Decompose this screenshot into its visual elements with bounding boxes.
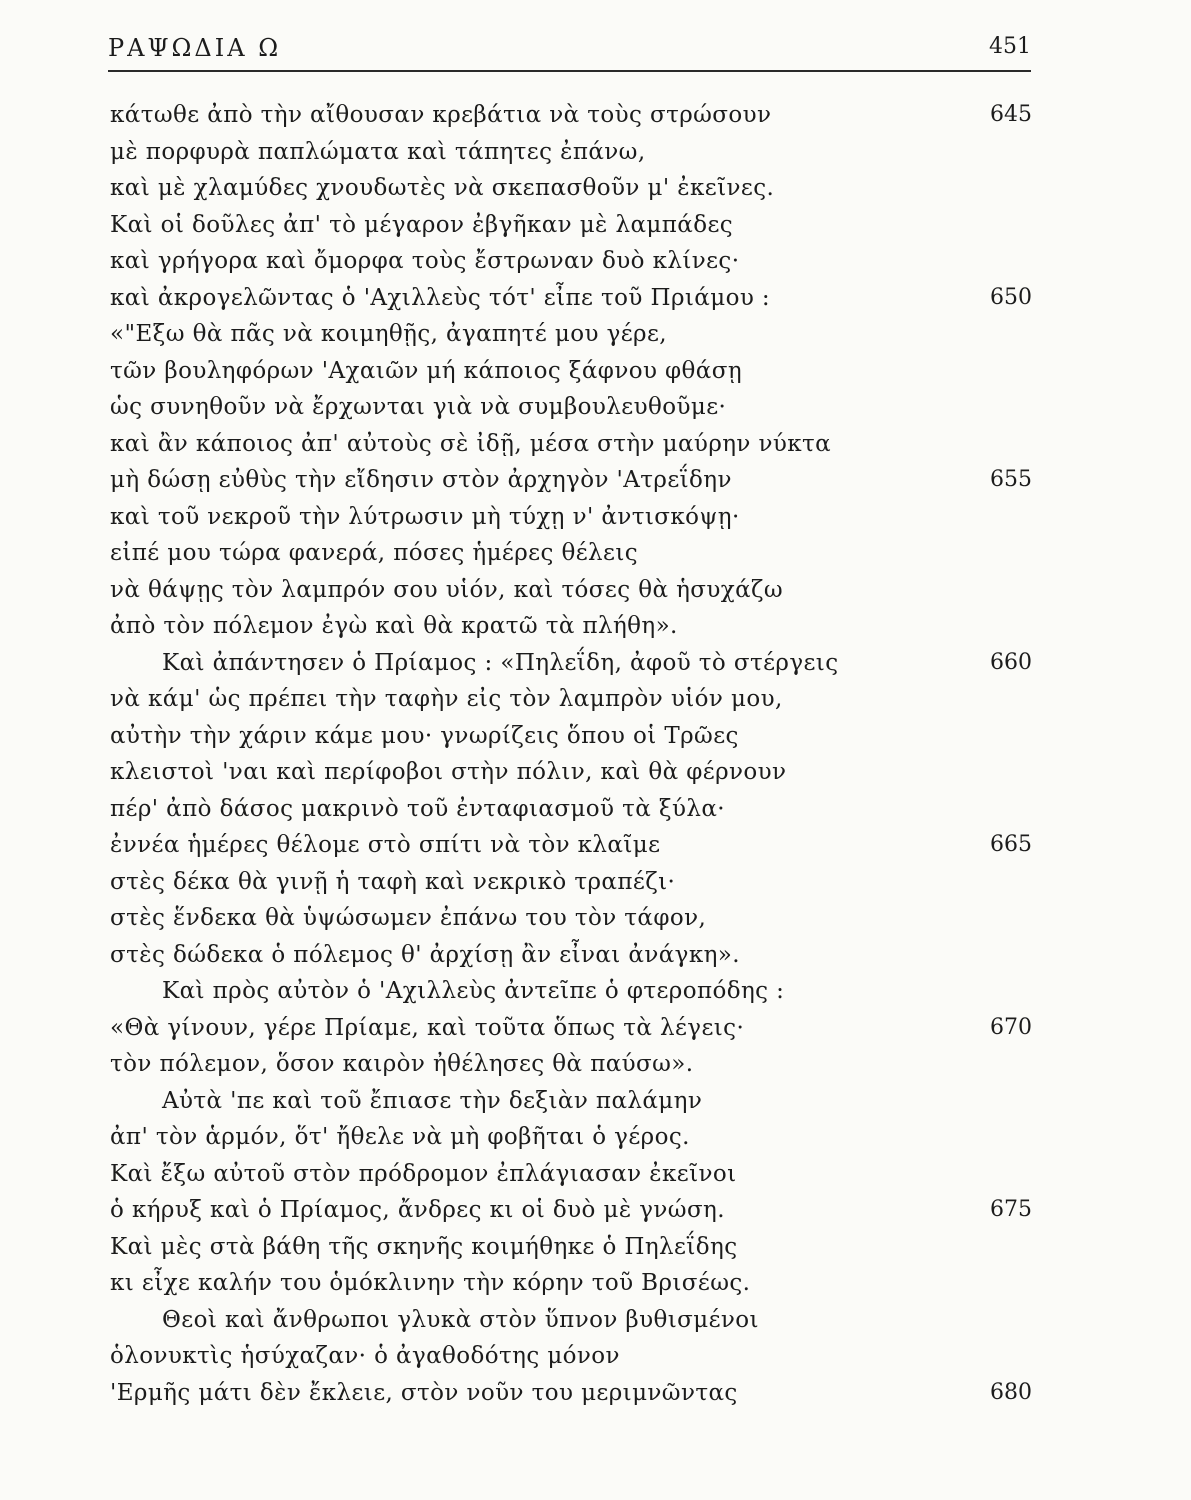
verse-text: πέρ' ἀπὸ δάσος μακρινὸ τοῦ ἐνταφιασμοῦ τὰ ξύλα· bbox=[110, 795, 725, 822]
verse-line bbox=[110, 1046, 1040, 1083]
verse-line bbox=[110, 1229, 1040, 1266]
verse-text: ὁ κήρυξ καὶ ὁ Πρίαμος, ἄνδρες κι οἱ δυὸ μὲ γνώση. bbox=[110, 1197, 725, 1223]
line-number: 665 bbox=[990, 832, 1032, 857]
verse-line bbox=[110, 827, 1040, 864]
verse-text: ὁλονυκτὶς ἡσύχαζαν· ὁ ἀγαθοδότης μόνον bbox=[110, 1343, 620, 1369]
verse-text: «Θὰ γίνουν, γέρε Πρίαμε, καὶ τοῦτα ὅπως τὰ λέγεις· bbox=[110, 1014, 745, 1041]
verse-line bbox=[110, 900, 1040, 937]
verse-text: στὲς δώδεκα ὁ πόλεμος θ' ἀρχίσῃ ἂν εἶναι ἀνάγκη». bbox=[110, 941, 740, 968]
line-number: 645 bbox=[990, 102, 1032, 127]
verse-text: στὲς δέκα θὰ γινῇ ἡ ταφὴ καὶ νεκρικὸ τραπέζι· bbox=[110, 868, 676, 895]
verse-line bbox=[110, 243, 1040, 280]
verse-text: Καὶ ἔξω αὐτοῦ στὸν πρόδρομον ἐπλάγιασαν ἐκεῖνοι bbox=[110, 1160, 737, 1187]
verse-line bbox=[110, 572, 1040, 609]
verse-line bbox=[110, 718, 1040, 755]
line-number: 675 bbox=[990, 1197, 1032, 1222]
verse-line bbox=[110, 389, 1040, 426]
verse-line bbox=[110, 645, 1040, 682]
verse-text: νὰ θάψῃς τὸν λαμπρόν σου υἱόν, καὶ τόσες θὰ ἡσυχάζω bbox=[110, 576, 784, 603]
verse-line bbox=[110, 1119, 1040, 1156]
verse-line bbox=[110, 1302, 1040, 1339]
verse-line bbox=[110, 1083, 1040, 1120]
verse-text: ἐννέα ἡμέρες θέλομε στὸ σπίτι νὰ τὸν κλαῖμε bbox=[110, 832, 661, 858]
verse-text: κλειστοὶ 'ναι καὶ περίφοβοι στὴν πόλιν, καὶ θὰ φέρνουν bbox=[110, 759, 787, 785]
verse-text: εἰπέ μου τώρα φανερά, πόσες ἡμέρες θέλεις bbox=[110, 540, 639, 566]
verse-text: νὰ κάμ' ὡς πρέπει τὴν ταφὴν εἰς τὸν λαμπρὸν υἱόν μου, bbox=[110, 686, 783, 712]
verse-text: κάτωθε ἀπὸ τὴν αἴθουσαν κρεβάτια νὰ τοὺς στρώσουν bbox=[110, 102, 772, 128]
verse-line bbox=[110, 608, 1040, 645]
verse-line bbox=[110, 1265, 1040, 1302]
line-number: 680 bbox=[990, 1379, 1032, 1405]
verse-line bbox=[110, 353, 1040, 390]
page-header bbox=[108, 30, 1031, 70]
verse-line bbox=[110, 681, 1040, 718]
verse-line bbox=[110, 170, 1040, 207]
verse-text: Καὶ οἱ δοῦλες ἀπ' τὸ μέγαρον ἐβγῆκαν μὲ λαμπάδες bbox=[110, 211, 734, 238]
verse-line bbox=[110, 499, 1040, 536]
verse-text: κι εἶχε καλήν του ὁμόκλινην τὴν κόρην τοῦ Βρισέως. bbox=[110, 1270, 751, 1296]
verse-line bbox=[110, 462, 1040, 499]
verse-text: Θεοὶ καὶ ἄνθρωποι γλυκὰ στὸν ὕπνον βυθισμένοι bbox=[162, 1306, 759, 1333]
verse-text: 'Ερμῆς μάτι δὲν ἔκλειε, στὸν νοῦν του μεριμνῶντας bbox=[110, 1379, 738, 1406]
verse-text: Καὶ ἀπάντησεν ὁ Πρίαμος : «Πηλεΐδη, ἀφοῦ τὸ στέργεις bbox=[162, 649, 839, 676]
verse-text: Αὐτὰ 'πε καὶ τοῦ ἔπιασε τὴν δεξιὰν παλάμην bbox=[162, 1087, 703, 1114]
verse-text: Καὶ πρὸς αὐτὸν ὁ 'Αχιλλεὺς ἀντεῖπε ὁ φτεροπόδης : bbox=[162, 978, 785, 1004]
verse-line bbox=[110, 754, 1040, 791]
verse-line bbox=[110, 1192, 1040, 1229]
running-title: ΡΑΨΩΔΙΑ Ω bbox=[108, 34, 282, 62]
verse-text: μὲ πορφυρὰ παπλώματα καὶ τάπητες ἐπάνω, bbox=[110, 138, 646, 165]
verse-text: «"Εξω θὰ πᾶς νὰ κοιμηθῇς, ἀγαπητέ μου γέρε, bbox=[110, 321, 667, 347]
header-rule bbox=[108, 70, 1031, 72]
verse-text: μὴ δώσῃ εὐθὺς τὴν εἴδησιν στὸν ἀρχηγὸν 'Ατρεΐδην bbox=[110, 467, 732, 493]
verse-line bbox=[110, 1010, 1040, 1047]
verse-line bbox=[110, 207, 1040, 244]
verse-text: ἀπὸ τὸν πόλεμον ἐγὼ καὶ θὰ κρατῶ τὰ πλήθη». bbox=[110, 613, 678, 639]
verse-line bbox=[110, 1156, 1040, 1193]
verse-text: ἀπ' τὸν ἁρμόν, ὅτ' ἤθελε νὰ μὴ φοβῆται ὁ γέρος. bbox=[110, 1124, 690, 1150]
verse-line bbox=[110, 280, 1040, 317]
page-number: 451 bbox=[989, 34, 1031, 59]
verse-line bbox=[110, 535, 1040, 572]
verse-line bbox=[110, 1338, 1040, 1375]
verse-text: καὶ γρήγορα καὶ ὄμορφα τοὺς ἔστρωναν δυὸ κλίνες· bbox=[110, 248, 740, 274]
verse-text: τῶν βουληφόρων 'Αχαιῶν μή κάποιος ξάφνου φθάσῃ bbox=[110, 357, 742, 384]
verse-line bbox=[110, 973, 1040, 1010]
verse-text: καὶ ἂν κάποιος ἀπ' αὐτοὺς σὲ ἰδῇ, μέσα στὴν μαύρην νύκτα bbox=[110, 430, 832, 457]
verse-line bbox=[110, 134, 1040, 171]
verse-block bbox=[110, 97, 1040, 1411]
line-number: 670 bbox=[990, 1014, 1032, 1040]
verse-text: ὡς συνηθοῦν νὰ ἔρχωνται γιὰ νὰ συμβουλευθοῦμε· bbox=[110, 394, 727, 420]
line-number: 660 bbox=[990, 649, 1032, 675]
verse-line bbox=[110, 791, 1040, 828]
verse-text: καὶ τοῦ νεκροῦ τὴν λύτρωσιν μὴ τύχῃ ν' ἀντισκόψῃ· bbox=[110, 503, 740, 530]
verse-text: τὸν πόλεμον, ὅσον καιρὸν ἠθέλησες θὰ παύσω». bbox=[110, 1051, 694, 1077]
verse-line bbox=[110, 864, 1040, 901]
verse-text: αὐτὴν τὴν χάριν κάμε μου· γνωρίζεις ὅπου οἱ Τρῶες bbox=[110, 722, 739, 749]
verse-line bbox=[110, 937, 1040, 974]
verse-line bbox=[110, 316, 1040, 353]
verse-text: καὶ μὲ χλαμύδες χνουδωτὲς νὰ σκεπασθοῦν μ' ἐκεῖνες. bbox=[110, 175, 775, 201]
line-number: 650 bbox=[990, 284, 1032, 310]
line-number: 655 bbox=[990, 467, 1032, 492]
verse-line bbox=[110, 97, 1040, 134]
verse-line bbox=[110, 1375, 1040, 1412]
verse-line bbox=[110, 426, 1040, 463]
verse-text: στὲς ἕνδεκα θὰ ὑψώσωμεν ἐπάνω του τὸν τάφον, bbox=[110, 905, 707, 931]
verse-text: καὶ ἀκρογελῶντας ὁ 'Αχιλλεὺς τότ' εἶπε τοῦ Πριάμου : bbox=[110, 284, 771, 311]
verse-text: Καὶ μὲς στὰ βάθη τῆς σκηνῆς κοιμήθηκε ὁ Πηλεΐδης bbox=[110, 1233, 738, 1260]
